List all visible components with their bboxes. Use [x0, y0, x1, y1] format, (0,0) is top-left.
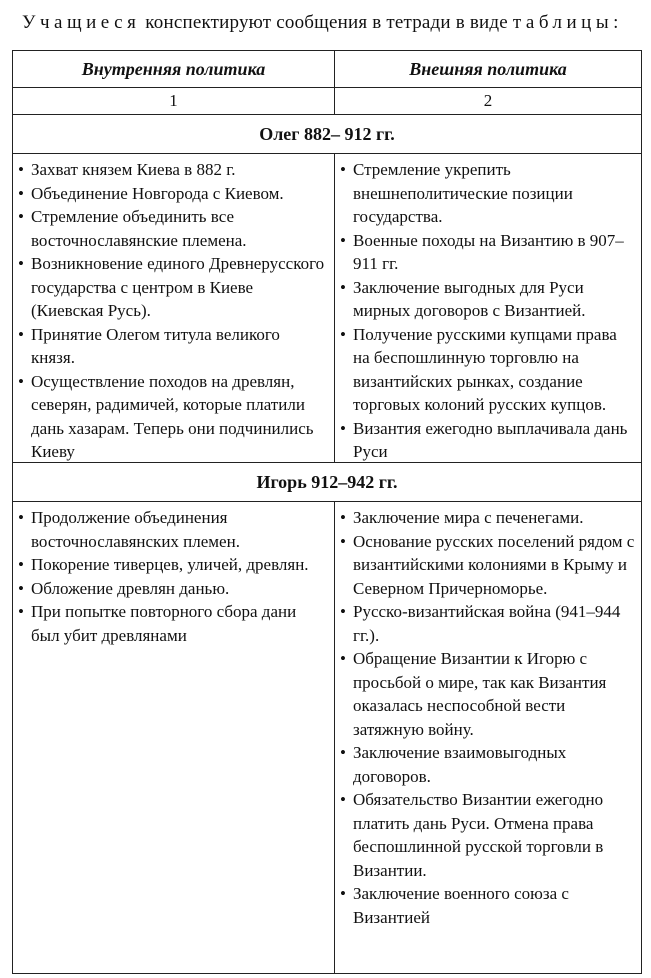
section-row-oleg — [13, 154, 641, 463]
list-item: • При попытке повторного сбора дани был убит древлянами — [17, 600, 328, 647]
intro-lead: Учащиеся — [22, 12, 141, 33]
intro-middle: конспектируют сообщения в тетради в виде — [145, 12, 508, 33]
section-title-oleg: Олег 882– 912 гг. — [13, 115, 641, 154]
column-number-2: 2 — [483, 91, 493, 110]
list-item: • Принятие Олегом титула великого князя. — [17, 323, 328, 370]
list-item: • Продолжение объединения восточнославянских племен. — [17, 506, 328, 553]
list-item: • Основание русских поселений рядом с византийскими колониями в Крыму и Северном Причерноморье. — [339, 530, 635, 601]
list-item: • Обращение Византии к Игорю с просьбой о мире, так как Византия оказалась неспособной вести затяжную войну. — [339, 647, 635, 741]
list-item: • Заключение взаимовыгодных договоров. — [339, 741, 635, 788]
header-row — [13, 51, 641, 88]
internal-list-oleg — [13, 154, 334, 464]
list-item: • Осуществление походов на древлян, северян, радимичей, которые платили дань хазарам. Теперь они подчинились Киеву — [17, 370, 328, 464]
intro-tail: таблицы: — [512, 12, 623, 33]
external-cell-oleg — [335, 154, 641, 462]
list-item: • Византия ежегодно выплачивала дань Руси — [339, 417, 635, 464]
section-row-igor — [13, 502, 641, 973]
internal-list-igor — [13, 502, 334, 647]
list-item: • Захват князем Киева в 882 г. — [17, 158, 328, 182]
column-number-row — [13, 88, 641, 115]
header-internal: Внутренняя политика — [13, 51, 335, 87]
list-item: • Военные походы на Византию в 907–911 гг. — [339, 229, 635, 276]
list-item: • Получение русскими купцами права на беспошлинную торговлю на византийских рынках, создание торговых колоний русских купцов. — [339, 323, 635, 417]
column-number-1: 1 — [13, 88, 335, 114]
internal-cell-igor — [13, 502, 335, 973]
list-item: • Возникновение единого Древнерусского государства с центром в Киеве (Киевская Русь). — [17, 252, 328, 323]
intro-text — [22, 6, 647, 40]
list-item: • Обязательство Византии ежегодно платить дань Руси. Отмена права беспошлинной русской торговли в Византии. — [339, 788, 635, 882]
list-item: • Заключение мира с печенегами. — [339, 506, 635, 530]
list-item: • Стремление укрепить внешнеполитические позиции государства. — [339, 158, 635, 229]
header-external: Внешняя политика — [409, 59, 567, 79]
external-list-oleg — [335, 154, 641, 464]
list-item: • Русско-византийская война (941–944 гг.). — [339, 600, 635, 647]
list-item: • Стремление объединить все восточнославянские племена. — [17, 205, 328, 252]
list-item: • Заключение военного союза с Византией — [339, 882, 635, 929]
list-item: • Обложение древлян данью. — [17, 577, 328, 601]
section-title-igor: Игорь 912–942 гг. — [13, 463, 641, 502]
list-item: • Объединение Новгорода с Киевом. — [17, 182, 328, 206]
external-cell-igor — [335, 502, 641, 973]
policy-table — [12, 50, 642, 974]
external-list-igor — [335, 502, 641, 929]
internal-cell-oleg — [13, 154, 335, 462]
list-item: • Покорение тиверцев, уличей, древлян. — [17, 553, 328, 577]
list-item: • Заключение выгодных для Руси мирных договоров с Византией. — [339, 276, 635, 323]
